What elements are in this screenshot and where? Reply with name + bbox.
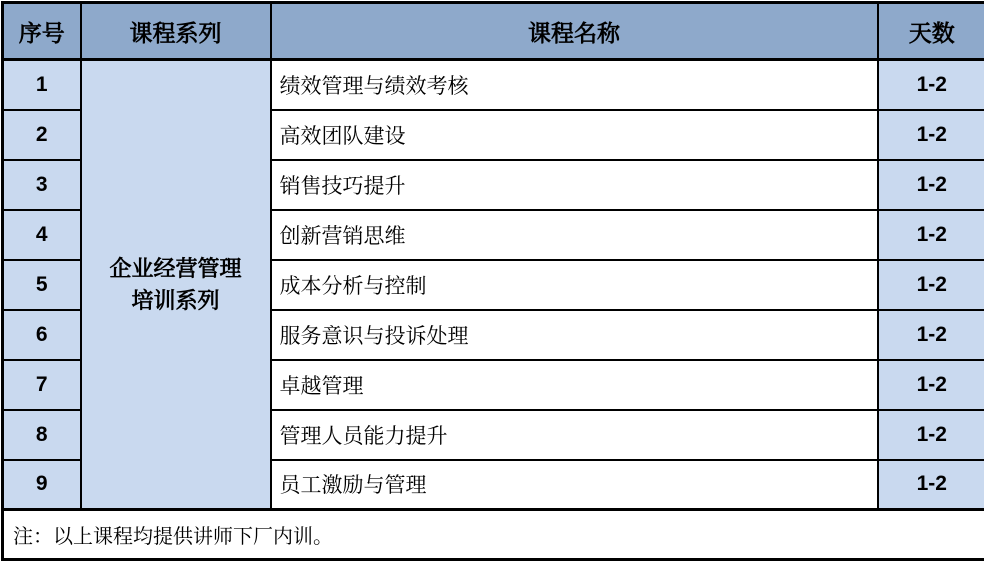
days-cell: 1-2 bbox=[878, 60, 984, 110]
days-cell: 1-2 bbox=[878, 460, 984, 510]
days-cell: 1-2 bbox=[878, 410, 984, 460]
serial-cell: 5 bbox=[3, 260, 81, 310]
header-cell-course: 课程名称 bbox=[271, 3, 878, 60]
days-cell: 1-2 bbox=[878, 310, 984, 360]
table-row bbox=[3, 60, 984, 110]
serial-cell: 9 bbox=[3, 460, 81, 510]
course-cell: 服务意识与投诉处理 bbox=[271, 310, 878, 360]
days-cell: 1-2 bbox=[878, 260, 984, 310]
course-table bbox=[1, 1, 984, 561]
course-cell: 高效团队建设 bbox=[271, 110, 878, 160]
footer-note: 注：以上课程均提供讲师下厂内训。 bbox=[3, 510, 984, 560]
header-cell-days: 天数 bbox=[878, 3, 984, 60]
days-cell: 1-2 bbox=[878, 210, 984, 260]
course-cell: 销售技巧提升 bbox=[271, 160, 878, 210]
header-cell-series: 课程系列 bbox=[81, 3, 271, 60]
serial-cell: 6 bbox=[3, 310, 81, 360]
course-cell: 创新营销思维 bbox=[271, 210, 878, 260]
serial-cell: 8 bbox=[3, 410, 81, 460]
footer-note-row bbox=[3, 510, 984, 560]
course-cell: 卓越管理 bbox=[271, 360, 878, 410]
course-cell: 员工激励与管理 bbox=[271, 460, 878, 510]
days-cell: 1-2 bbox=[878, 160, 984, 210]
serial-cell: 2 bbox=[3, 110, 81, 160]
table-header-row bbox=[3, 3, 984, 60]
series-label-line1: 企业经营管理 bbox=[109, 255, 242, 281]
serial-cell: 4 bbox=[3, 210, 81, 260]
series-label-line2: 培训系列 bbox=[131, 287, 220, 313]
course-cell: 成本分析与控制 bbox=[271, 260, 878, 310]
serial-cell: 3 bbox=[3, 160, 81, 210]
days-cell: 1-2 bbox=[878, 360, 984, 410]
serial-cell: 7 bbox=[3, 360, 81, 410]
course-cell: 管理人员能力提升 bbox=[271, 410, 878, 460]
serial-cell: 1 bbox=[3, 60, 81, 110]
course-cell: 绩效管理与绩效考核 bbox=[271, 60, 878, 110]
days-cell: 1-2 bbox=[878, 110, 984, 160]
series-group-cell bbox=[81, 60, 271, 510]
header-cell-serial: 序号 bbox=[3, 3, 81, 60]
